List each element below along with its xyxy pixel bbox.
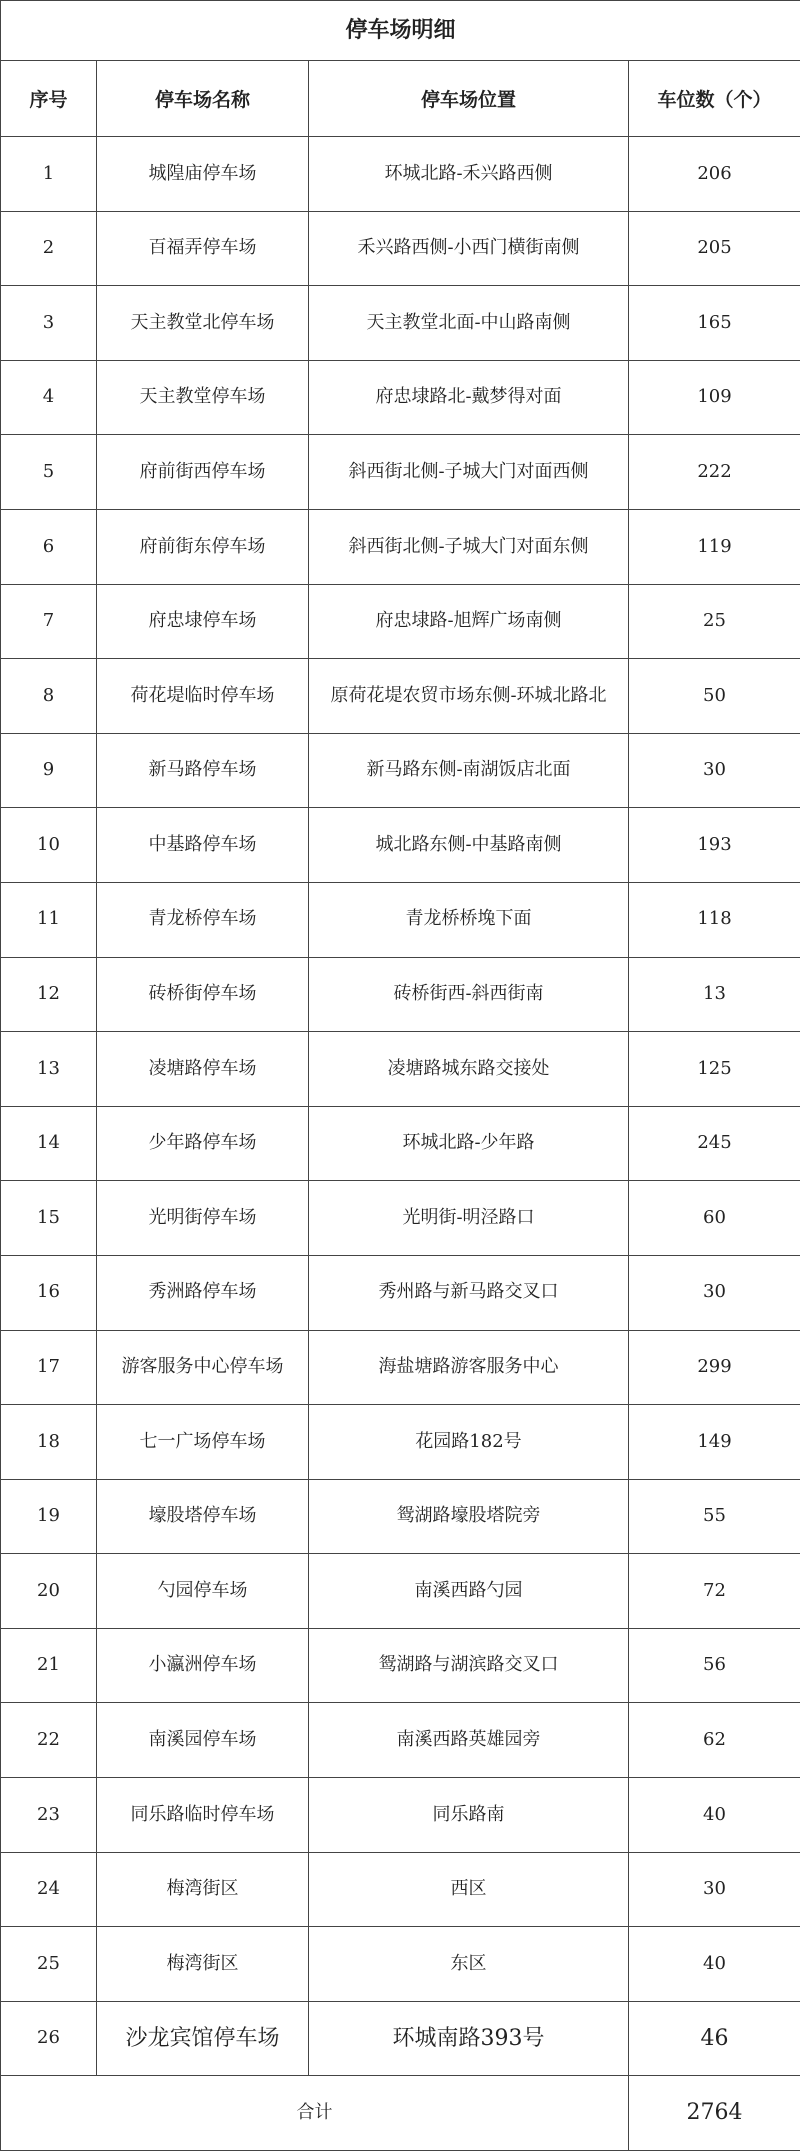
cell-no: 20 (1, 1554, 97, 1629)
table-row (1, 1778, 800, 1853)
cell-name: 凌塘路停车场 (97, 1032, 309, 1107)
cell-name: 少年路停车场 (97, 1106, 309, 1181)
cell-name: 秀洲路停车场 (97, 1255, 309, 1330)
header-row (1, 61, 800, 137)
cell-location: 凌塘路城东路交接处 (309, 1032, 629, 1107)
cell-no: 12 (1, 957, 97, 1032)
cell-location: 西区 (309, 1852, 629, 1927)
cell-name: 城隍庙停车场 (97, 137, 309, 212)
cell-name: 青龙桥停车场 (97, 882, 309, 957)
cell-no: 24 (1, 1852, 97, 1927)
cell-spaces: 46 (629, 2001, 800, 2076)
cell-location: 鸳湖路与湖滨路交叉口 (309, 1628, 629, 1703)
table-row (1, 733, 800, 808)
cell-spaces: 193 (629, 808, 800, 883)
cell-spaces: 13 (629, 957, 800, 1032)
cell-no: 14 (1, 1106, 97, 1181)
cell-no: 16 (1, 1255, 97, 1330)
cell-spaces: 30 (629, 1852, 800, 1927)
cell-location: 环城北路-少年路 (309, 1106, 629, 1181)
cell-spaces: 125 (629, 1032, 800, 1107)
cell-location: 砖桥街西-斜西街南 (309, 957, 629, 1032)
table-row (1, 1852, 800, 1927)
cell-no: 17 (1, 1330, 97, 1405)
cell-location: 同乐路南 (309, 1778, 629, 1853)
cell-name: 游客服务中心停车场 (97, 1330, 309, 1405)
header-location: 停车场位置 (309, 61, 629, 137)
cell-spaces: 40 (629, 1778, 800, 1853)
cell-name: 七一广场停车场 (97, 1405, 309, 1480)
cell-name: 小瀛洲停车场 (97, 1628, 309, 1703)
cell-no: 1 (1, 137, 97, 212)
cell-no: 2 (1, 211, 97, 286)
cell-spaces: 50 (629, 659, 800, 734)
cell-name: 勺园停车场 (97, 1554, 309, 1629)
cell-name: 壕股塔停车场 (97, 1479, 309, 1554)
header-no: 序号 (1, 61, 97, 137)
table-row (1, 1330, 800, 1405)
cell-no: 13 (1, 1032, 97, 1107)
cell-location: 南溪西路英雄园旁 (309, 1703, 629, 1778)
header-spaces: 车位数（个） (629, 61, 800, 137)
cell-spaces: 72 (629, 1554, 800, 1629)
cell-name: 府前街东停车场 (97, 509, 309, 584)
cell-location: 花园路182号 (309, 1405, 629, 1480)
total-value: 2764 (629, 2076, 800, 2151)
table-row (1, 1181, 800, 1256)
cell-location: 斜西街北侧-子城大门对面西侧 (309, 435, 629, 510)
cell-no: 7 (1, 584, 97, 659)
cell-no: 3 (1, 286, 97, 361)
cell-name: 新马路停车场 (97, 733, 309, 808)
cell-no: 23 (1, 1778, 97, 1853)
table-row (1, 808, 800, 883)
table-row (1, 1032, 800, 1107)
cell-location: 环城南路393号 (309, 2001, 629, 2076)
cell-spaces: 149 (629, 1405, 800, 1480)
table-row (1, 137, 800, 212)
cell-name: 南溪园停车场 (97, 1703, 309, 1778)
cell-spaces: 299 (629, 1330, 800, 1405)
table-row (1, 1703, 800, 1778)
cell-location: 府忠埭路北-戴梦得对面 (309, 360, 629, 435)
table-row (1, 882, 800, 957)
table-row (1, 1628, 800, 1703)
table-row (1, 211, 800, 286)
table-row (1, 584, 800, 659)
cell-location: 斜西街北侧-子城大门对面东侧 (309, 509, 629, 584)
cell-spaces: 30 (629, 733, 800, 808)
cell-location: 天主教堂北面-中山路南侧 (309, 286, 629, 361)
title-row (1, 1, 800, 61)
cell-name: 天主教堂停车场 (97, 360, 309, 435)
cell-location: 城北路东侧-中基路南侧 (309, 808, 629, 883)
cell-no: 18 (1, 1405, 97, 1480)
cell-name: 府前街西停车场 (97, 435, 309, 510)
cell-location: 原荷花堤农贸市场东侧-环城北路北 (309, 659, 629, 734)
cell-no: 21 (1, 1628, 97, 1703)
table-row (1, 659, 800, 734)
cell-location: 东区 (309, 1927, 629, 2002)
cell-spaces: 119 (629, 509, 800, 584)
cell-no: 5 (1, 435, 97, 510)
table-body (1, 137, 800, 2076)
cell-no: 11 (1, 882, 97, 957)
cell-name: 天主教堂北停车场 (97, 286, 309, 361)
cell-spaces: 30 (629, 1255, 800, 1330)
cell-location: 鸳湖路壕股塔院旁 (309, 1479, 629, 1554)
cell-no: 22 (1, 1703, 97, 1778)
table-title: 停车场明细 (1, 1, 800, 61)
table-row (1, 1479, 800, 1554)
cell-spaces: 245 (629, 1106, 800, 1181)
table-row (1, 1106, 800, 1181)
cell-location: 府忠埭路-旭辉广场南侧 (309, 584, 629, 659)
cell-spaces: 205 (629, 211, 800, 286)
cell-no: 15 (1, 1181, 97, 1256)
table-row (1, 1255, 800, 1330)
cell-spaces: 109 (629, 360, 800, 435)
cell-name: 沙龙宾馆停车场 (97, 2001, 309, 2076)
cell-location: 新马路东侧-南湖饭店北面 (309, 733, 629, 808)
cell-location: 秀州路与新马路交叉口 (309, 1255, 629, 1330)
cell-no: 4 (1, 360, 97, 435)
cell-spaces: 60 (629, 1181, 800, 1256)
cell-location: 禾兴路西侧-小西门横街南侧 (309, 211, 629, 286)
cell-name: 中基路停车场 (97, 808, 309, 883)
cell-no: 8 (1, 659, 97, 734)
cell-location: 海盐塘路游客服务中心 (309, 1330, 629, 1405)
cell-name: 光明街停车场 (97, 1181, 309, 1256)
cell-name: 百福弄停车场 (97, 211, 309, 286)
table-row (1, 1554, 800, 1629)
cell-name: 梅湾街区 (97, 1852, 309, 1927)
table-row (1, 286, 800, 361)
table-row (1, 360, 800, 435)
table-row (1, 957, 800, 1032)
cell-location: 南溪西路勺园 (309, 1554, 629, 1629)
cell-location: 青龙桥桥堍下面 (309, 882, 629, 957)
cell-no: 26 (1, 2001, 97, 2076)
cell-spaces: 62 (629, 1703, 800, 1778)
cell-no: 10 (1, 808, 97, 883)
cell-spaces: 55 (629, 1479, 800, 1554)
cell-no: 25 (1, 1927, 97, 2002)
cell-spaces: 222 (629, 435, 800, 510)
cell-spaces: 206 (629, 137, 800, 212)
cell-name: 同乐路临时停车场 (97, 1778, 309, 1853)
table-row (1, 509, 800, 584)
table-row (1, 1927, 800, 2002)
cell-name: 砖桥街停车场 (97, 957, 309, 1032)
cell-no: 6 (1, 509, 97, 584)
cell-name: 荷花堤临时停车场 (97, 659, 309, 734)
cell-spaces: 118 (629, 882, 800, 957)
total-label: 合计 (1, 2076, 629, 2151)
total-row (1, 2076, 800, 2151)
cell-no: 19 (1, 1479, 97, 1554)
table-row (1, 1405, 800, 1480)
cell-spaces: 165 (629, 286, 800, 361)
table-row (1, 435, 800, 510)
table-row (1, 2001, 800, 2076)
cell-name: 府忠埭停车场 (97, 584, 309, 659)
cell-location: 环城北路-禾兴路西侧 (309, 137, 629, 212)
cell-spaces: 40 (629, 1927, 800, 2002)
cell-spaces: 56 (629, 1628, 800, 1703)
cell-spaces: 25 (629, 584, 800, 659)
header-name: 停车场名称 (97, 61, 309, 137)
cell-location: 光明街-明泾路口 (309, 1181, 629, 1256)
cell-no: 9 (1, 733, 97, 808)
cell-name: 梅湾街区 (97, 1927, 309, 2002)
